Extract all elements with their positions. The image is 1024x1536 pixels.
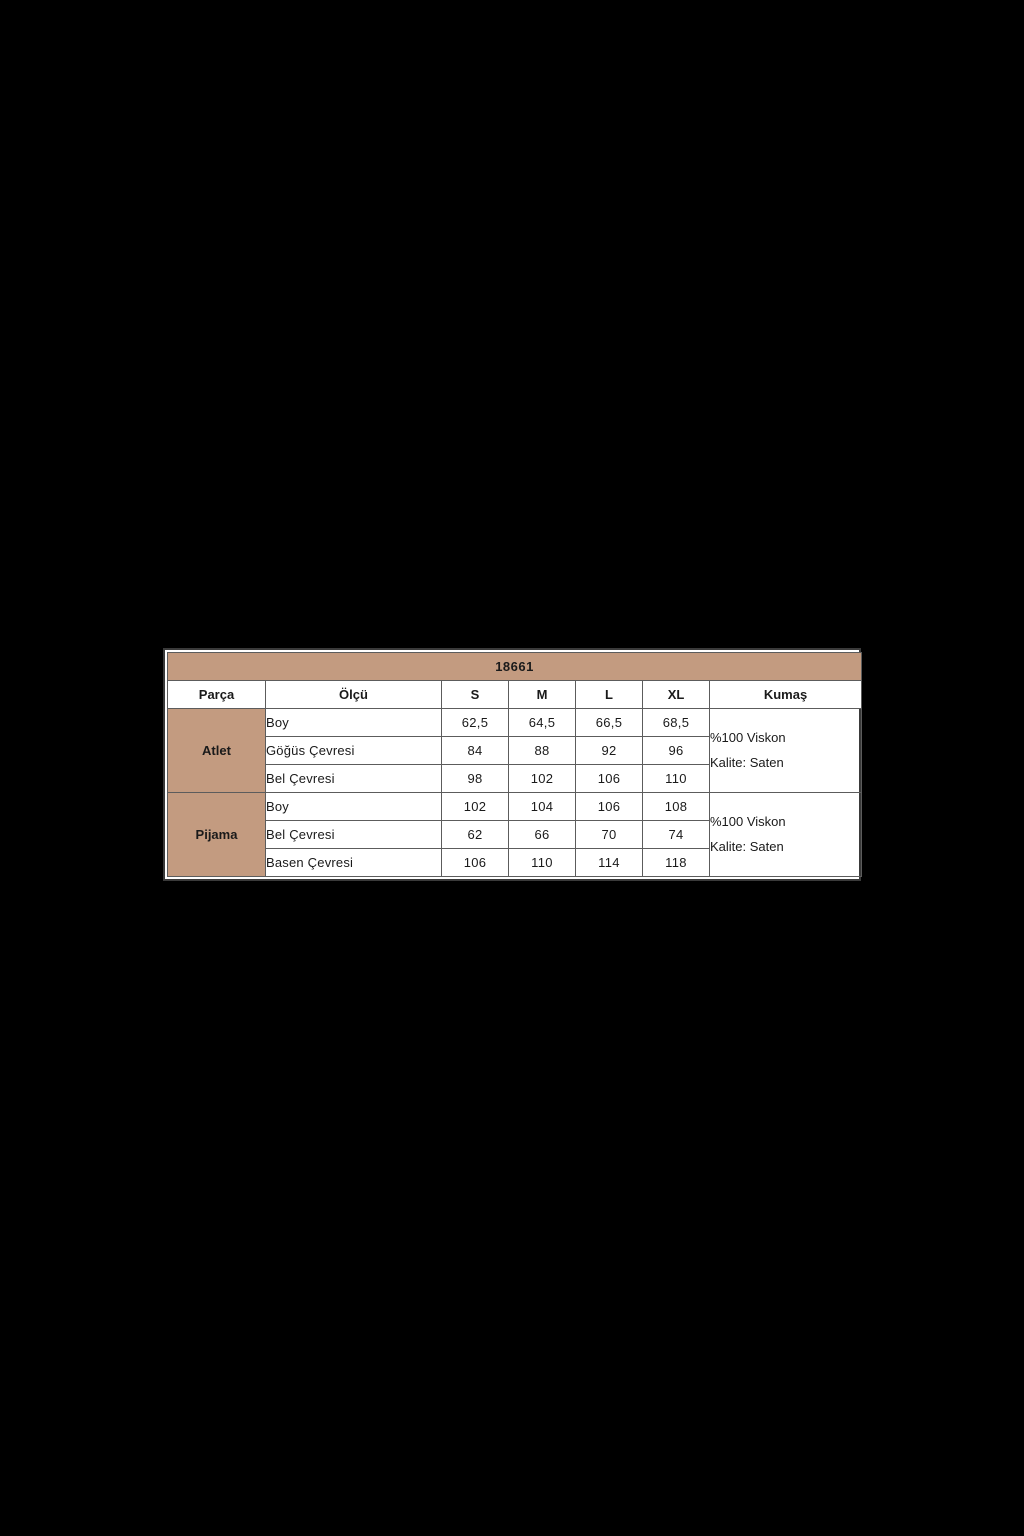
header-size-s: S	[442, 681, 509, 709]
value-s: 98	[442, 765, 509, 793]
value-xl: 96	[643, 737, 710, 765]
fabric-info-pijama	[710, 793, 862, 877]
table-row	[168, 709, 862, 737]
value-s: 84	[442, 737, 509, 765]
product-code-title: 18661	[168, 653, 862, 681]
value-xl: 118	[643, 849, 710, 877]
size-chart-container	[163, 648, 861, 881]
fabric-quality: Kalite: Saten	[710, 754, 784, 770]
value-l: 66,5	[576, 709, 643, 737]
value-l: 106	[576, 765, 643, 793]
size-chart-table	[167, 652, 862, 877]
measure-label: Bel Çevresi	[266, 821, 442, 849]
measure-label: Göğüs Çevresi	[266, 737, 442, 765]
value-l: 70	[576, 821, 643, 849]
value-xl: 68,5	[643, 709, 710, 737]
header-kumas: Kumaş	[710, 681, 862, 709]
table-header-row	[168, 681, 862, 709]
header-size-m: M	[509, 681, 576, 709]
group-label-pijama: Pijama	[168, 793, 266, 877]
value-s: 62	[442, 821, 509, 849]
value-m: 64,5	[509, 709, 576, 737]
measure-label: Basen Çevresi	[266, 849, 442, 877]
value-s: 106	[442, 849, 509, 877]
fabric-composition: %100 Viskon	[710, 729, 786, 745]
measure-label: Bel Çevresi	[266, 765, 442, 793]
fabric-info-atlet	[710, 709, 862, 793]
value-m: 104	[509, 793, 576, 821]
header-size-xl: XL	[643, 681, 710, 709]
header-size-l: L	[576, 681, 643, 709]
group-label-atlet: Atlet	[168, 709, 266, 793]
table-row	[168, 793, 862, 821]
value-m: 102	[509, 765, 576, 793]
table-title-row	[168, 653, 862, 681]
value-m: 88	[509, 737, 576, 765]
value-xl: 108	[643, 793, 710, 821]
value-xl: 110	[643, 765, 710, 793]
value-s: 102	[442, 793, 509, 821]
header-parca: Parça	[168, 681, 266, 709]
measure-label: Boy	[266, 793, 442, 821]
value-xl: 74	[643, 821, 710, 849]
fabric-composition: %100 Viskon	[710, 813, 786, 829]
measure-label: Boy	[266, 709, 442, 737]
fabric-quality: Kalite: Saten	[710, 838, 784, 854]
value-l: 92	[576, 737, 643, 765]
header-olcu: Ölçü	[266, 681, 442, 709]
value-l: 114	[576, 849, 643, 877]
value-l: 106	[576, 793, 643, 821]
value-m: 110	[509, 849, 576, 877]
value-s: 62,5	[442, 709, 509, 737]
value-m: 66	[509, 821, 576, 849]
